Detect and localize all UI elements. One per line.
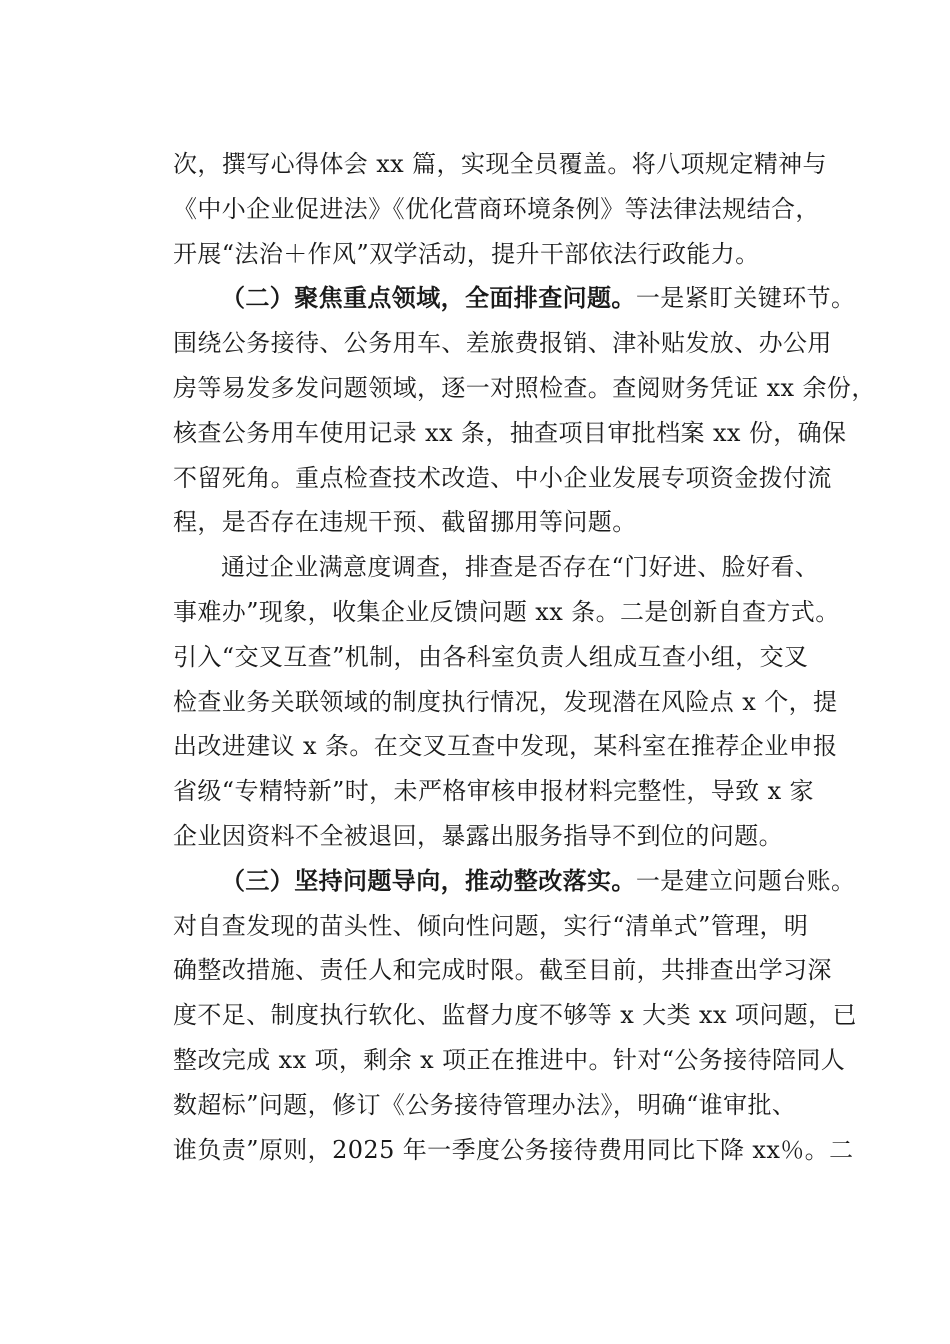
section-heading-2: （二）聚焦重点领域，全面排查问题。 [221,283,636,313]
text-line: 数超标”问题，修订《公务接待管理办法》，明确“谁审批、 [173,1090,797,1119]
text-line: 确整改措施、责任人和完成时限。截至目前，共排查出学习深 [173,956,832,985]
paragraph-4 [173,859,857,1173]
text-line: 省级“专精特新”时，未严格审核申报材料完整性，导致 x 家 [173,777,814,806]
text-line: 对自查发现的苗头性、倾向性问题，实行“清单式”管理，明 [173,911,809,940]
section-heading-line [173,859,856,904]
text-line: 程，是否存在违规干预、截留挪用等问题。 [173,508,637,537]
text-line: 出改进建议 x 条。在交叉互查中发现，某科室在推荐企业申报 [173,732,838,761]
heading-continuation: 一是建立问题台账。 [635,866,856,895]
paragraph-1 [173,142,833,276]
text-line: 开展“法治＋作风”双学活动，提升干部依法行政能力。 [173,239,760,268]
text-line: 引入“交叉互查”机制，由各科室负责人组成互查小组，交叉 [173,642,809,671]
text-line: 谁负责”原则，2025 年一季度公务接待费用同比下降 xx％。二 [173,1135,854,1164]
text-line: 企业因资料不全被退回，暴露出服务指导不到位的问题。 [173,821,783,850]
text-line: 度不足、制度执行软化、监督力度不够等 x 大类 xx 项问题，已 [173,1001,857,1030]
paragraph-2 [173,276,876,545]
heading-continuation: 一是紧盯关键环节。 [635,284,856,313]
text-line: 《中小企业促进法》《优化营商环境条例》等法律法规结合， [173,194,820,223]
section-heading-3: （三）坚持问题导向，推动整改落实。 [221,865,636,895]
text-line: 围绕公务接待、公务用车、差旅费报销、津补贴发放、办公用 [173,329,832,358]
text-line-first [173,545,833,590]
text-line: 核查公务用车使用记录 xx 条，抽查项目审批档案 xx 份，确保 [173,418,847,447]
text-line: 房等易发多发问题领域，逐一对照检查。查阅财务凭证 xx 余份， [173,373,876,402]
text-line: 检查业务关联领域的制度执行情况，发现潜在风险点 x 个，提 [173,687,838,716]
text-line: 次，撰写心得体会 xx 篇，实现全员覆盖。将八项规定精神与 [173,150,827,178]
text-line: 整改完成 xx 项，剩余 x 项正在推进中。针对“公务接待陪同人 [173,1045,846,1074]
section-heading-line [173,276,856,321]
text-line: 事难办”现象，收集企业反馈问题 xx 条。二是创新自查方式。 [173,597,840,626]
document-body [173,142,876,1172]
text-line: 不留死角。重点检查技术改造、中小企业发展专项资金拨付流 [173,463,832,492]
paragraph-first-line: 通过企业满意度调查，排查是否存在“门好进、脸好看、 [221,553,820,582]
paragraph-3 [173,545,840,859]
